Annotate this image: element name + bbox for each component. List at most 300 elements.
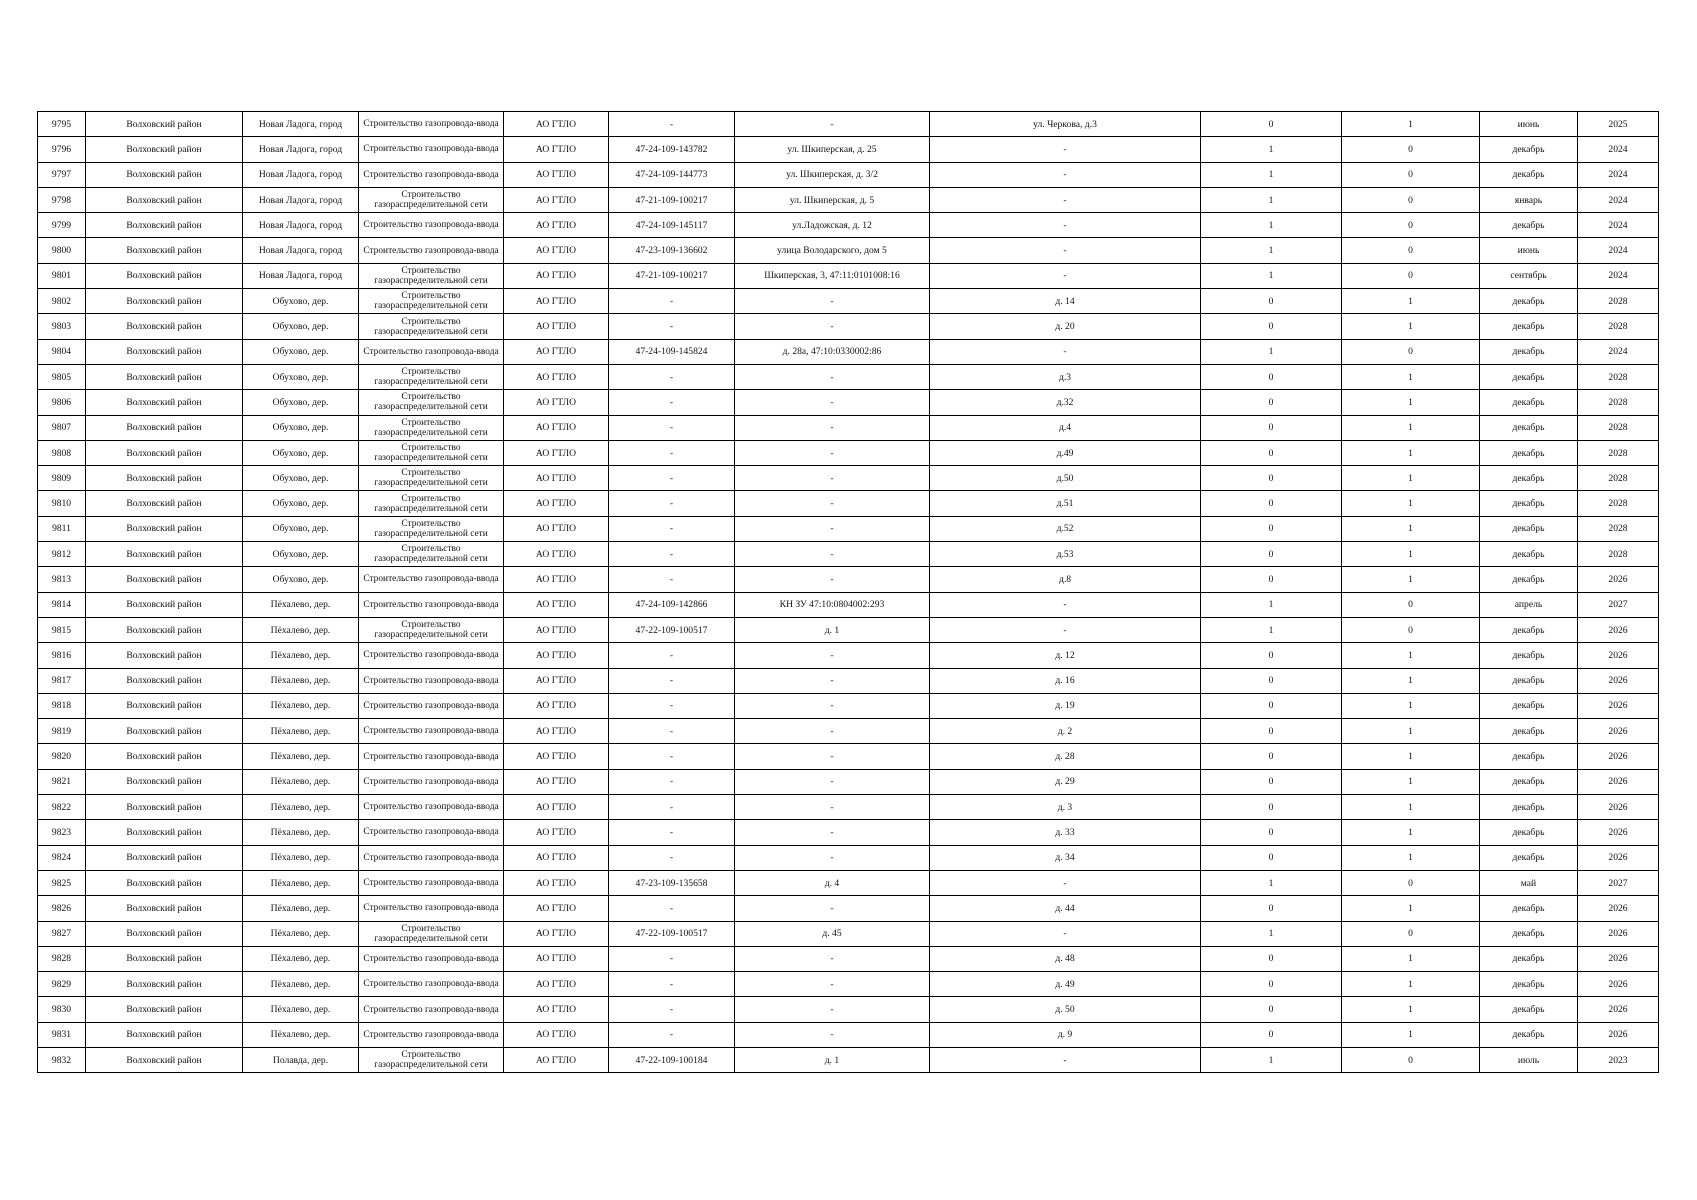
count-b-cell: 1 (1342, 719, 1480, 744)
table-row (38, 491, 1659, 516)
request-number-cell: - (609, 364, 735, 389)
work-type-cell: Строительство газораспределительной сети (359, 289, 504, 314)
settlement-cell: Обухово, дер. (243, 339, 359, 364)
month-cell: декабрь (1480, 668, 1578, 693)
organization-cell: АО ГТЛО (504, 820, 609, 845)
year-cell: 2025 (1578, 112, 1659, 137)
year-cell: 2026 (1578, 1022, 1659, 1047)
count-b-cell: 1 (1342, 1022, 1480, 1047)
organization-cell: АО ГТЛО (504, 1047, 609, 1072)
district-cell: Волховский район (86, 187, 243, 212)
row-number-cell: 9813 (38, 567, 86, 592)
year-cell: 2026 (1578, 921, 1659, 946)
settlement-cell: Обухово, дер. (243, 567, 359, 592)
year-cell: 2028 (1578, 440, 1659, 465)
house-cell: д. 33 (930, 820, 1201, 845)
month-cell: июнь (1480, 112, 1578, 137)
request-number-cell: - (609, 997, 735, 1022)
count-a-cell: 1 (1201, 137, 1342, 162)
request-number-cell: 47-24-109-142866 (609, 592, 735, 617)
month-cell: декабрь (1480, 744, 1578, 769)
year-cell: 2026 (1578, 668, 1659, 693)
year-cell: 2026 (1578, 693, 1659, 718)
organization-cell: АО ГТЛО (504, 617, 609, 642)
settlement-cell: Пёхалево, дер. (243, 643, 359, 668)
settlement-cell: Новая Ладога, город (243, 187, 359, 212)
organization-cell: АО ГТЛО (504, 137, 609, 162)
organization-cell: АО ГТЛО (504, 112, 609, 137)
row-number-cell: 9831 (38, 1022, 86, 1047)
table-row (38, 390, 1659, 415)
count-a-cell: 0 (1201, 567, 1342, 592)
row-number-cell: 9829 (38, 972, 86, 997)
count-b-cell: 1 (1342, 769, 1480, 794)
address-cell: КН ЗУ 47:10:0804002:293 (735, 592, 930, 617)
row-number-cell: 9823 (38, 820, 86, 845)
row-number-cell: 9825 (38, 870, 86, 895)
count-b-cell: 0 (1342, 339, 1480, 364)
request-number-cell: 47-22-109-100517 (609, 617, 735, 642)
organization-cell: АО ГТЛО (504, 946, 609, 971)
year-cell: 2026 (1578, 896, 1659, 921)
count-b-cell: 1 (1342, 289, 1480, 314)
year-cell: 2024 (1578, 137, 1659, 162)
year-cell: 2027 (1578, 592, 1659, 617)
count-a-cell: 1 (1201, 213, 1342, 238)
count-a-cell: 1 (1201, 263, 1342, 288)
count-a-cell: 0 (1201, 542, 1342, 567)
address-cell: д. 45 (735, 921, 930, 946)
settlement-cell: Пёхалево, дер. (243, 795, 359, 820)
house-cell: д. 9 (930, 1022, 1201, 1047)
request-number-cell: 47-21-109-100217 (609, 187, 735, 212)
settlement-cell: Обухово, дер. (243, 516, 359, 541)
district-cell: Волховский район (86, 390, 243, 415)
district-cell: Волховский район (86, 896, 243, 921)
row-number-cell: 9812 (38, 542, 86, 567)
district-cell: Волховский район (86, 617, 243, 642)
address-cell: улица Володарского, дом 5 (735, 238, 930, 263)
house-cell: д.50 (930, 466, 1201, 491)
settlement-cell: Новая Ладога, город (243, 213, 359, 238)
district-cell: Волховский район (86, 364, 243, 389)
count-a-cell: 0 (1201, 744, 1342, 769)
table-row (38, 820, 1659, 845)
month-cell: декабрь (1480, 643, 1578, 668)
district-cell: Волховский район (86, 567, 243, 592)
house-cell: д. 12 (930, 643, 1201, 668)
month-cell: декабрь (1480, 415, 1578, 440)
count-b-cell: 1 (1342, 516, 1480, 541)
count-a-cell: 0 (1201, 769, 1342, 794)
organization-cell: АО ГТЛО (504, 440, 609, 465)
house-cell: - (930, 1047, 1201, 1072)
count-b-cell: 0 (1342, 592, 1480, 617)
district-cell: Волховский район (86, 1022, 243, 1047)
table-row (38, 466, 1659, 491)
district-cell: Волховский район (86, 668, 243, 693)
work-type-cell: Строительство газораспределительной сети (359, 263, 504, 288)
settlement-cell: Пёхалево, дер. (243, 1022, 359, 1047)
work-type-cell: Строительство газопровода-ввода (359, 795, 504, 820)
month-cell: декабрь (1480, 719, 1578, 744)
organization-cell: АО ГТЛО (504, 567, 609, 592)
house-cell: - (930, 921, 1201, 946)
request-number-cell: - (609, 390, 735, 415)
count-b-cell: 1 (1342, 314, 1480, 339)
house-cell: - (930, 617, 1201, 642)
request-number-cell: - (609, 795, 735, 820)
row-number-cell: 9804 (38, 339, 86, 364)
address-cell: - (735, 668, 930, 693)
work-type-cell: Строительство газораспределительной сети (359, 415, 504, 440)
house-cell: - (930, 592, 1201, 617)
request-number-cell: - (609, 769, 735, 794)
month-cell: декабрь (1480, 289, 1578, 314)
table-row (38, 162, 1659, 187)
settlement-cell: Пёхалево, дер. (243, 744, 359, 769)
settlement-cell: Обухово, дер. (243, 466, 359, 491)
count-a-cell: 0 (1201, 719, 1342, 744)
month-cell: апрель (1480, 592, 1578, 617)
request-number-cell: 47-24-109-144773 (609, 162, 735, 187)
request-number-cell: - (609, 693, 735, 718)
year-cell: 2026 (1578, 795, 1659, 820)
month-cell: январь (1480, 187, 1578, 212)
address-cell: - (735, 440, 930, 465)
work-type-cell: Строительство газопровода-ввода (359, 112, 504, 137)
row-number-cell: 9808 (38, 440, 86, 465)
table-row (38, 744, 1659, 769)
request-number-cell: - (609, 314, 735, 339)
house-cell: - (930, 263, 1201, 288)
work-type-cell: Строительство газораспределительной сети (359, 440, 504, 465)
count-a-cell: 1 (1201, 1047, 1342, 1072)
month-cell: декабрь (1480, 162, 1578, 187)
work-type-cell: Строительство газораспределительной сети (359, 542, 504, 567)
organization-cell: АО ГТЛО (504, 1022, 609, 1047)
row-number-cell: 9828 (38, 946, 86, 971)
work-type-cell: Строительство газопровода-ввода (359, 1022, 504, 1047)
organization-cell: АО ГТЛО (504, 466, 609, 491)
row-number-cell: 9822 (38, 795, 86, 820)
house-cell: - (930, 162, 1201, 187)
request-number-cell: - (609, 744, 735, 769)
count-b-cell: 1 (1342, 693, 1480, 718)
address-cell: - (735, 744, 930, 769)
count-a-cell: 1 (1201, 162, 1342, 187)
month-cell: декабрь (1480, 1022, 1578, 1047)
district-cell: Волховский район (86, 289, 243, 314)
table-row (38, 187, 1659, 212)
month-cell: декабрь (1480, 491, 1578, 516)
row-number-cell: 9806 (38, 390, 86, 415)
count-b-cell: 1 (1342, 567, 1480, 592)
count-a-cell: 0 (1201, 795, 1342, 820)
year-cell: 2026 (1578, 972, 1659, 997)
count-a-cell: 1 (1201, 238, 1342, 263)
organization-cell: АО ГТЛО (504, 795, 609, 820)
district-cell: Волховский район (86, 314, 243, 339)
address-cell: - (735, 946, 930, 971)
year-cell: 2028 (1578, 364, 1659, 389)
address-cell: - (735, 972, 930, 997)
organization-cell: АО ГТЛО (504, 972, 609, 997)
work-type-cell: Строительство газопровода-ввода (359, 769, 504, 794)
year-cell: 2026 (1578, 567, 1659, 592)
house-cell: д.4 (930, 415, 1201, 440)
house-cell: д. 20 (930, 314, 1201, 339)
count-b-cell: 1 (1342, 415, 1480, 440)
address-cell: - (735, 314, 930, 339)
district-cell: Волховский район (86, 491, 243, 516)
settlement-cell: Новая Ладога, город (243, 162, 359, 187)
settlement-cell: Пёхалево, дер. (243, 997, 359, 1022)
house-cell: д. 50 (930, 997, 1201, 1022)
work-type-cell: Строительство газопровода-ввода (359, 668, 504, 693)
table-row (38, 921, 1659, 946)
organization-cell: АО ГТЛО (504, 744, 609, 769)
row-number-cell: 9830 (38, 997, 86, 1022)
row-number-cell: 9801 (38, 263, 86, 288)
settlement-cell: Пёхалево, дер. (243, 972, 359, 997)
row-number-cell: 9811 (38, 516, 86, 541)
settlement-cell: Пёхалево, дер. (243, 719, 359, 744)
table-row (38, 1022, 1659, 1047)
count-a-cell: 0 (1201, 415, 1342, 440)
organization-cell: АО ГТЛО (504, 542, 609, 567)
count-b-cell: 1 (1342, 744, 1480, 769)
district-cell: Волховский район (86, 542, 243, 567)
row-number-cell: 9796 (38, 137, 86, 162)
month-cell: декабрь (1480, 213, 1578, 238)
district-cell: Волховский район (86, 137, 243, 162)
month-cell: декабрь (1480, 946, 1578, 971)
settlement-cell: Пёхалево, дер. (243, 845, 359, 870)
request-number-cell: - (609, 820, 735, 845)
district-cell: Волховский район (86, 415, 243, 440)
month-cell: декабрь (1480, 896, 1578, 921)
district-cell: Волховский район (86, 997, 243, 1022)
year-cell: 2026 (1578, 769, 1659, 794)
organization-cell: АО ГТЛО (504, 491, 609, 516)
settlement-cell: Пёхалево, дер. (243, 617, 359, 642)
table-row (38, 415, 1659, 440)
year-cell: 2028 (1578, 314, 1659, 339)
count-b-cell: 1 (1342, 820, 1480, 845)
house-cell: - (930, 187, 1201, 212)
row-number-cell: 9819 (38, 719, 86, 744)
house-cell: д. 3 (930, 795, 1201, 820)
district-cell: Волховский район (86, 1047, 243, 1072)
work-type-cell: Строительство газопровода-ввода (359, 719, 504, 744)
request-number-cell: - (609, 491, 735, 516)
row-number-cell: 9827 (38, 921, 86, 946)
request-number-cell: - (609, 1022, 735, 1047)
month-cell: декабрь (1480, 820, 1578, 845)
count-b-cell: 1 (1342, 364, 1480, 389)
district-cell: Волховский район (86, 263, 243, 288)
work-type-cell: Строительство газопровода-ввода (359, 162, 504, 187)
count-a-cell: 0 (1201, 491, 1342, 516)
count-a-cell: 0 (1201, 896, 1342, 921)
organization-cell: АО ГТЛО (504, 693, 609, 718)
address-cell: - (735, 719, 930, 744)
work-type-cell: Строительство газопровода-ввода (359, 339, 504, 364)
organization-cell: АО ГТЛО (504, 263, 609, 288)
settlement-cell: Новая Ладога, город (243, 112, 359, 137)
request-number-cell: 47-21-109-100217 (609, 263, 735, 288)
district-cell: Волховский район (86, 820, 243, 845)
year-cell: 2028 (1578, 390, 1659, 415)
row-number-cell: 9799 (38, 213, 86, 238)
year-cell: 2028 (1578, 415, 1659, 440)
address-cell: - (735, 112, 930, 137)
house-cell: - (930, 339, 1201, 364)
count-a-cell: 0 (1201, 440, 1342, 465)
district-cell: Волховский район (86, 440, 243, 465)
row-number-cell: 9817 (38, 668, 86, 693)
organization-cell: АО ГТЛО (504, 415, 609, 440)
organization-cell: АО ГТЛО (504, 997, 609, 1022)
table-row (38, 617, 1659, 642)
district-cell: Волховский район (86, 339, 243, 364)
district-cell: Волховский район (86, 693, 243, 718)
house-cell: - (930, 870, 1201, 895)
district-cell: Волховский район (86, 112, 243, 137)
organization-cell: АО ГТЛО (504, 769, 609, 794)
month-cell: декабрь (1480, 997, 1578, 1022)
work-type-cell: Строительство газопровода-ввода (359, 972, 504, 997)
organization-cell: АО ГТЛО (504, 921, 609, 946)
house-cell: - (930, 238, 1201, 263)
month-cell: декабрь (1480, 390, 1578, 415)
district-cell: Волховский район (86, 719, 243, 744)
count-b-cell: 1 (1342, 491, 1480, 516)
table-body (38, 112, 1659, 1073)
house-cell: д.49 (930, 440, 1201, 465)
address-cell: ул. Шкиперская, д. 5 (735, 187, 930, 212)
month-cell: декабрь (1480, 921, 1578, 946)
count-b-cell: 1 (1342, 112, 1480, 137)
count-b-cell: 1 (1342, 390, 1480, 415)
table-row (38, 314, 1659, 339)
count-a-cell: 0 (1201, 972, 1342, 997)
table-row (38, 516, 1659, 541)
table-row (38, 213, 1659, 238)
district-cell: Волховский район (86, 921, 243, 946)
count-a-cell: 0 (1201, 1022, 1342, 1047)
request-number-cell: 47-22-109-100517 (609, 921, 735, 946)
organization-cell: АО ГТЛО (504, 364, 609, 389)
house-cell: д. 29 (930, 769, 1201, 794)
count-a-cell: 0 (1201, 390, 1342, 415)
request-number-cell: - (609, 567, 735, 592)
work-type-cell: Строительство газопровода-ввода (359, 820, 504, 845)
work-type-cell: Строительство газораспределительной сети (359, 516, 504, 541)
table-row (38, 339, 1659, 364)
work-type-cell: Строительство газопровода-ввода (359, 592, 504, 617)
count-b-cell: 1 (1342, 466, 1480, 491)
year-cell: 2028 (1578, 516, 1659, 541)
year-cell: 2026 (1578, 946, 1659, 971)
settlement-cell: Пёхалево, дер. (243, 820, 359, 845)
table-row (38, 440, 1659, 465)
request-number-cell: 47-23-109-135658 (609, 870, 735, 895)
row-number-cell: 9809 (38, 466, 86, 491)
district-cell: Волховский район (86, 795, 243, 820)
year-cell: 2026 (1578, 643, 1659, 668)
row-number-cell: 9797 (38, 162, 86, 187)
settlement-cell: Новая Ладога, город (243, 238, 359, 263)
request-number-cell: - (609, 972, 735, 997)
address-cell: - (735, 769, 930, 794)
count-b-cell: 0 (1342, 921, 1480, 946)
year-cell: 2026 (1578, 997, 1659, 1022)
count-b-cell: 0 (1342, 187, 1480, 212)
settlement-cell: Обухово, дер. (243, 289, 359, 314)
house-cell: д.3 (930, 364, 1201, 389)
row-number-cell: 9795 (38, 112, 86, 137)
count-b-cell: 1 (1342, 668, 1480, 693)
district-cell: Волховский район (86, 238, 243, 263)
month-cell: декабрь (1480, 769, 1578, 794)
address-cell: - (735, 567, 930, 592)
row-number-cell: 9816 (38, 643, 86, 668)
count-a-cell: 0 (1201, 314, 1342, 339)
work-type-cell: Строительство газораспределительной сети (359, 364, 504, 389)
address-cell: - (735, 491, 930, 516)
house-cell: - (930, 137, 1201, 162)
count-a-cell: 1 (1201, 187, 1342, 212)
settlement-cell: Обухово, дер. (243, 491, 359, 516)
count-a-cell: 1 (1201, 339, 1342, 364)
count-a-cell: 1 (1201, 617, 1342, 642)
row-number-cell: 9805 (38, 364, 86, 389)
year-cell: 2024 (1578, 213, 1659, 238)
month-cell: декабрь (1480, 466, 1578, 491)
settlement-cell: Полавда, дер. (243, 1047, 359, 1072)
month-cell: декабрь (1480, 617, 1578, 642)
table-row (38, 997, 1659, 1022)
month-cell: декабрь (1480, 845, 1578, 870)
month-cell: декабрь (1480, 440, 1578, 465)
address-cell: - (735, 364, 930, 389)
count-a-cell: 0 (1201, 112, 1342, 137)
count-a-cell: 0 (1201, 845, 1342, 870)
table-row (38, 592, 1659, 617)
settlement-cell: Пёхалево, дер. (243, 921, 359, 946)
row-number-cell: 9826 (38, 896, 86, 921)
request-number-cell: - (609, 719, 735, 744)
organization-cell: АО ГТЛО (504, 339, 609, 364)
month-cell: декабрь (1480, 567, 1578, 592)
address-cell: - (735, 516, 930, 541)
district-cell: Волховский район (86, 972, 243, 997)
work-type-cell: Строительство газопровода-ввода (359, 845, 504, 870)
address-cell: Шкиперская, 3, 47:11:0101008:16 (735, 263, 930, 288)
row-number-cell: 9818 (38, 693, 86, 718)
table-row (38, 643, 1659, 668)
address-cell: - (735, 415, 930, 440)
count-b-cell: 1 (1342, 795, 1480, 820)
count-b-cell: 0 (1342, 162, 1480, 187)
count-a-cell: 0 (1201, 466, 1342, 491)
settlement-cell: Пёхалево, дер. (243, 668, 359, 693)
month-cell: июль (1480, 1047, 1578, 1072)
request-number-cell: 47-23-109-136602 (609, 238, 735, 263)
district-cell: Волховский район (86, 744, 243, 769)
